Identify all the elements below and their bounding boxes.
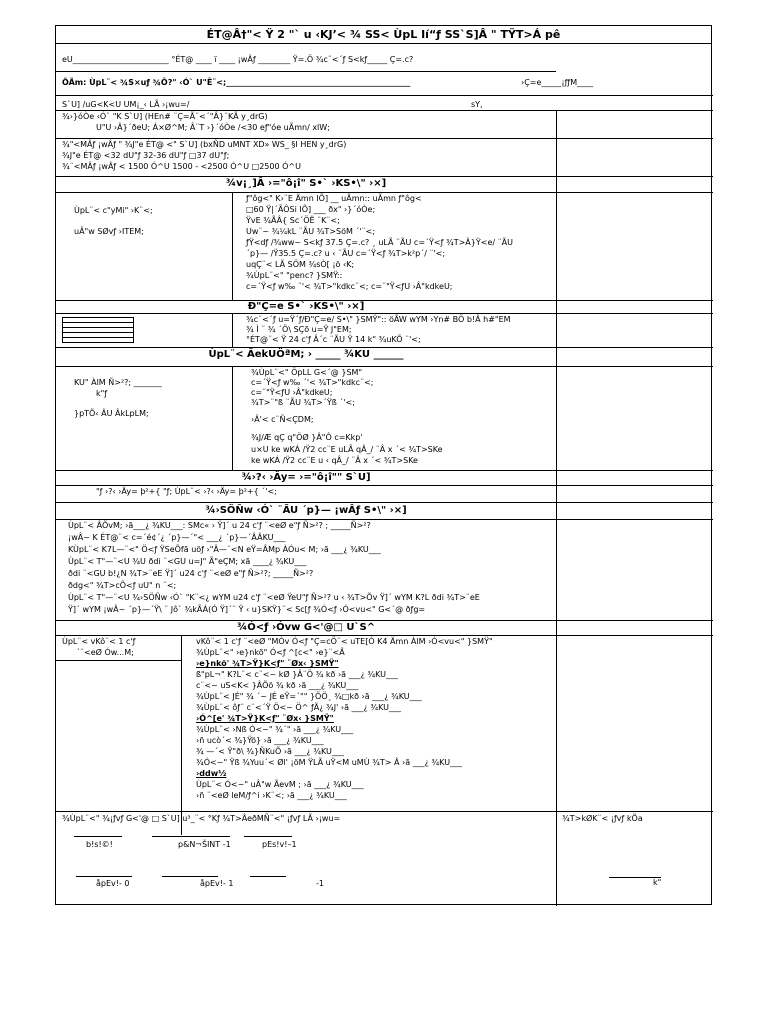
- divider: [56, 192, 713, 193]
- signature-line: [152, 836, 230, 837]
- vitals-line: uqÇ¨< LÃ SÖM ¾sÒ[ ¡ö ‹K;: [246, 260, 355, 269]
- divider: [56, 110, 713, 111]
- sec6-line: ß"pL¬" K?L¨< c¨<~ kØ }Â¨Ö ¾ kð ›ã ___¿ ¾KU___: [196, 670, 399, 679]
- vitals-line: ŸvE ¾ÃÂ{ Sc´ÖË ¨K¨<;: [246, 216, 340, 225]
- vitals-line: ´p}— /Ÿ35.5 Ç=.c? u ‹ ¨ÃU c=´Ÿ<ƒ ¾T>k²p´/ ¨'<;: [246, 249, 446, 258]
- signature-line: [76, 876, 132, 877]
- sec3-label: k"ƒ: [96, 389, 108, 398]
- vitals-label-1: ÙpL¨< c"yMi" ›K¨<;: [74, 206, 153, 215]
- sec5-line: Ÿ]´ wYM ¡wÂ~ ´p}—´Ÿ\ ¨ Jô` ¾kÃÁ(Ó Ÿ]´¨ Ÿ ‹ u}SKŸ}¨< Sc[ƒ ¾Ó<ƒ ›Ó<vu<" G<´@ ðƒg=: [68, 605, 426, 614]
- sec3-line: ›Â'< c¨Ñ<ÇDM;: [251, 415, 314, 424]
- sec6-line: ¾ —´< Ÿ"ð\ ¾}ÑKuÕ ›ã ___¿ ¾KU___: [196, 747, 344, 756]
- sec5-line: ðdi ¨<GU b!¿N ¾T>¨eE Ÿ]´ u24 c'ƒ ¨<eØ e"ƒ Ñ>²?; _____Ñ>²?: [68, 569, 314, 578]
- divider: [56, 635, 713, 636]
- sec5-line: ÙpL¨< T"—¨<U ¾›SÖÑw ‹Ó` "K¨<¿ wYM u24 c'ƒ ¨<eØ ŸeU"ƒ Ñ>²? u ‹ ¾T>Õv Ÿ]´ wYM K?L ðdi ¾T>¨eE: [68, 593, 480, 602]
- sec6-left: ´¨<eØ Ów...M;: [76, 648, 134, 657]
- divider: [56, 366, 713, 367]
- sec5-line: ÙpL¨< ÂÕvM; ›ã___¿ ¾KU___: SMc« › Ÿ]´ u 24 c'ƒ ¨<eØ e"ƒ Ñ>²? ; _____Ñ>²?: [68, 521, 371, 530]
- divider: [56, 811, 713, 812]
- section-6-heading: ¾Ó<ƒ ›Óvw G<'@□ U`S^: [236, 622, 376, 633]
- signature-line: [250, 876, 286, 877]
- column-divider: [232, 366, 233, 470]
- header-row-2b: ›Ç=e_____¡ƒƒM____: [521, 78, 594, 87]
- divider: [56, 620, 713, 621]
- form-frame: [55, 25, 712, 905]
- sec3-line: ke wKÁ /Ÿ2 cc¨E u ‹ qÂ_/ ¨Â x ´< ¾T>SKe: [251, 456, 418, 465]
- header-row-2: ÕÃm: ÙpL¨< ¾S×uƒ ¾Ô?" ‹Ó` U"Ê¨<;______________________________________________: [62, 78, 411, 87]
- sec6-line: ›e}nkõ' ¾T>Ÿ}K<ƒ" ¨Øx‹ }SMŸ": [196, 659, 339, 668]
- sec3-line: c=´Ÿ<ƒ w‰ ´'< ¾T>"kdkc¨<;: [251, 378, 374, 387]
- sec6-line: ÙpL¨< Ó<~" uÂ"w ÃevM ; ›ã ___¿ ¾KU___: [196, 780, 364, 789]
- sec6-line: ›ñ ¨<eØ leM/ƒ^i ›K¨<; ›ã ___¿ ¾KU___: [196, 791, 347, 800]
- sec6-line: ¾ÙpL¨<" ›e}nkõ" Ó<ƒ ^[c<" ›e}¨<Ã: [196, 648, 345, 657]
- column-divider: [181, 635, 182, 835]
- sec5-line: KÙpL¨< K7L—¨<" Ö<ƒ ŸSeÕfã uöƒ ›"Â—¨<N eŸ=ÂMp ÀÓu< M; ›ã ___¿ ¾KU___: [68, 545, 381, 554]
- header-row-5c: ¾¨<MÂƒ ¡wÂƒ < 1500 Ó^U 1500 - <2500 Ó^U □2500 Ó^U: [62, 162, 301, 171]
- footer-right-sig: k": [653, 878, 662, 887]
- divider: [56, 519, 713, 520]
- footer-right-title: ¾T>kØK¨< ¡ƒvƒ kÕa: [562, 814, 643, 823]
- section-2-heading: Ð"Ç=e S•` ›KS•\" ›×]: [247, 301, 365, 312]
- sec4-line: "ƒ ›?‹ ›Äy= þ²+{ "ƒ; ÙpL¨< ›?‹ ›Äy= þ²+{ ´'<;: [96, 487, 277, 496]
- sec3-line: ¾ÙpL¨<" ÖpLL G<´@ }SM": [251, 368, 363, 377]
- sec6-line: ¾Ó<~" Ÿß ¾Yuu´< Øl' ¡öM ŸLÃ uŸ<M uMÙ ¾T> Â ›ã ___¿ ¾KU___: [196, 758, 463, 767]
- sec5-line: ðdg<" ¾T>cÕ<ƒ uU" n ¨<;: [68, 581, 177, 590]
- vitals-line: Uw¨~ ¾¼kL ¨ÃU ¾T>SöM ´'¨<;: [246, 227, 376, 236]
- footer-sig-5: åpEv!- 1: [200, 879, 234, 888]
- header-row-4b: U"U ›Â}´ðeU; Á×Ø^M; Â¨T ›}´óÒe /<30 eƒ"óe uÃmn/ xlW;: [96, 123, 330, 132]
- column-divider: [232, 192, 233, 300]
- header-row-3b: sY,: [471, 100, 483, 109]
- header-row-5b: ¾J"e ÉT@ <32 dU"ƒ 32-36 dU"ƒ □37 dU"ƒ;: [62, 151, 230, 160]
- divider: [56, 502, 713, 503]
- vitals-line: □60 Ÿ|´ÃÔSi IÕ] ___ ðx" ›}´óÒe;: [246, 205, 376, 214]
- footer-sig-1: b!s!©!: [86, 840, 113, 849]
- sec2-line: ¾c¨<´ƒ u=Ÿ´ƒ/Ð"Ç=e/ S•\" }SMŸ":: öÃW wYM ›Yn# BÖ b!Â h#"EM: [246, 315, 511, 324]
- divider: [56, 347, 713, 348]
- right-column-divider: [556, 110, 557, 906]
- divider: [56, 313, 713, 314]
- footer-sig-3: pEs!v!–1: [262, 840, 297, 849]
- sec6-line: ›ñ ucò´< ¾}Ÿö} ›ã ___¿ ¾KU___: [196, 736, 324, 745]
- sec6-line: c¨<~ uS<K< }ÂÕö ¾ kð ›ã ___¿ ¾KU___: [196, 681, 359, 690]
- sec3-line: u×U ke wKÁ /Ÿ2 cc¨E uLÃ qÂ_/ ¨Â x ´< ¾T>SKe: [251, 445, 443, 454]
- sec6-line: ›Ó^[e' ¾T>Ÿ}K<ƒ" ¨Øx‹ }SMŸ": [196, 714, 334, 723]
- section-vitals-heading: ¾v¡¸]Â ›="ô¡î" S•` ›KS•\" ›×]: [225, 178, 387, 189]
- sec3-label: KU" ÀlM Ñ>²?; _______: [74, 378, 162, 387]
- mini-table-graphic: [62, 317, 134, 343]
- footer-left-title: ¾ÙpL¨<" ¾¡ƒvƒ G<'@ □ S`U] u³_¨< °Kƒ ¾T>ÂeðMÑ¨<" ¡ƒvƒ LÃ ›¡wu=: [62, 814, 341, 823]
- signature-line: [162, 876, 218, 877]
- signature-line: [244, 836, 292, 837]
- sec6-line: ¾ÙpL¨< JÉ" ¾ ´~ JÉ eŸ=´"" }ÖÖ¸ ¾□kð ›ã ___¿ ¾KU___: [196, 692, 422, 701]
- sec3-line: ¾T>¨"ß ¨ÃU ¾T>´Ÿß ´'<;: [251, 398, 355, 407]
- sec2-line: ¾ Ì ¨ ¾ ´Ö\ SÇõ u=Ÿ J"EM;: [246, 325, 352, 334]
- vitals-line: c=´Ÿ<ƒ w‰ ¨'< ¾T>"kdkc¨<; c=¨"Ÿ<ƒU ›Â"kdkeU;: [246, 282, 453, 291]
- vitals-label-2: uÂ"w SØvƒ ›ITEM;: [74, 227, 144, 236]
- section-5-heading: ¾›SÖÑw ‹Ó` ¨ÃU ´p}— ¡wÂƒ S•\" ›×]: [205, 505, 407, 516]
- divider: [56, 470, 713, 471]
- sec5-line: ¡wÂ~ K ÉT@¨< c=´é¢´¿ ´p}—´"< ___¿ ´p}—´ÂÂKU___: [68, 533, 286, 542]
- divider: [56, 660, 181, 661]
- vitals-line: ƒ"ôg<" K›¨E Ämn IÕ] __ uÃmn:: uÃmn ƒ"ôg<: [246, 194, 422, 203]
- sec2-line: °ÉT@¨< Ÿ 24 c'ƒ Â´c ¨ÃU Ÿ 14 k" ¾uKÕ ¨'<;: [246, 335, 421, 344]
- header-row-1: eU________________________ °ÉT@ ____ ï ____ ¡wÂƒ ________ Ÿ=.Ö ¾c¨<´ƒ S<kƒ_____ Ç=.c?: [62, 55, 414, 64]
- sec6-line: ¾ÙpL¨< ›Nß Ó<~" ¾´" ›ã ___¿ ¾KU___: [196, 725, 354, 734]
- divider: [56, 95, 713, 96]
- sec6-line: ›ddw½: [196, 769, 227, 778]
- header-row-5: ¾"<MÂƒ ¡wÂƒ " ¾J"e ÉT@ <" S`U] (bxÑD uMNT XD» WS_ §I HEN y¸drG): [62, 140, 347, 149]
- column-divider: [232, 313, 233, 347]
- sec6-left: ÙpL¨< vKô¨< 1 c'ƒ: [62, 637, 136, 646]
- sec6-line: ¾ÙpL¨< ôƒ¨ c¨<´Ÿ Ö<~ Ö^ ƒÃ¿ ¾J' ›ã ___¿ ¾KU___: [196, 703, 401, 712]
- vitals-line: ¾ÙpL¨<" "penc? }SMŸ::: [246, 271, 343, 280]
- sec3-line: c=¨"Ÿ<ƒU ›Â"kdkeU;: [251, 388, 333, 397]
- divider: [56, 485, 713, 486]
- header-row-4: ¾›}óÒe ‹Ó` "K S`U] (HEn# ¨Ç=Ã¨<´"Â}¨KÃ y¸drG): [62, 112, 268, 121]
- sec3-line: ¾J/Æ qÇ q"ÖØ }Â"Ô c=Kkp': [251, 433, 363, 442]
- divider: [56, 138, 713, 139]
- section-3-heading: ÙpL¨< ÃekUÖªM; › _____ ¾KU ______: [208, 349, 404, 360]
- divider: [56, 176, 713, 177]
- sec3-label: }pTÕ‹ ÂU ÂkLpLM;: [74, 409, 149, 418]
- form-title: ÉT@Â†"< Ÿ 2 "` u ‹KJ’< ¾ SS< ÙpL Ií“ƒ SS`S]Â " TŸT>Á pê: [56, 26, 711, 44]
- section-4-heading: ¾›?‹ ›Äy= ›="ô¡î"" S`U]: [241, 472, 371, 483]
- footer-sig-6: -1: [316, 879, 324, 888]
- divider: [56, 71, 556, 72]
- vitals-line: ƒŸ<dƒ /¾ww~ S<kƒ 37.5 Ç=.c? ¸ uLÃ ¨ÃU c=´Ÿ<ƒ ¾T>Â}Ÿ<e/ ¨ÃU: [246, 238, 513, 247]
- sec6-line: vKô¨< 1 c'ƒ ¨<eØ "MÒv Ó<ƒ "Ç=cÖ¨< uTE[Ó K4 Ämn ÀlM ›Ó<vu<" }SMŸ": [196, 637, 493, 646]
- footer-sig-4: åpEv!- 0: [96, 879, 130, 888]
- footer-sig-2: p&N¬ŠlNT -1: [178, 840, 231, 849]
- signature-line: [74, 836, 122, 837]
- sec5-line: ÙpL¨< T"—¨<U ¾U ðdi ¨<GU u=J" Ã"eÇM; xã ____¿ ¾KU___: [68, 557, 307, 566]
- header-row-3: S`U] /uG<K<U UM¡_‹ LÃ ›¡wu=/: [62, 100, 190, 109]
